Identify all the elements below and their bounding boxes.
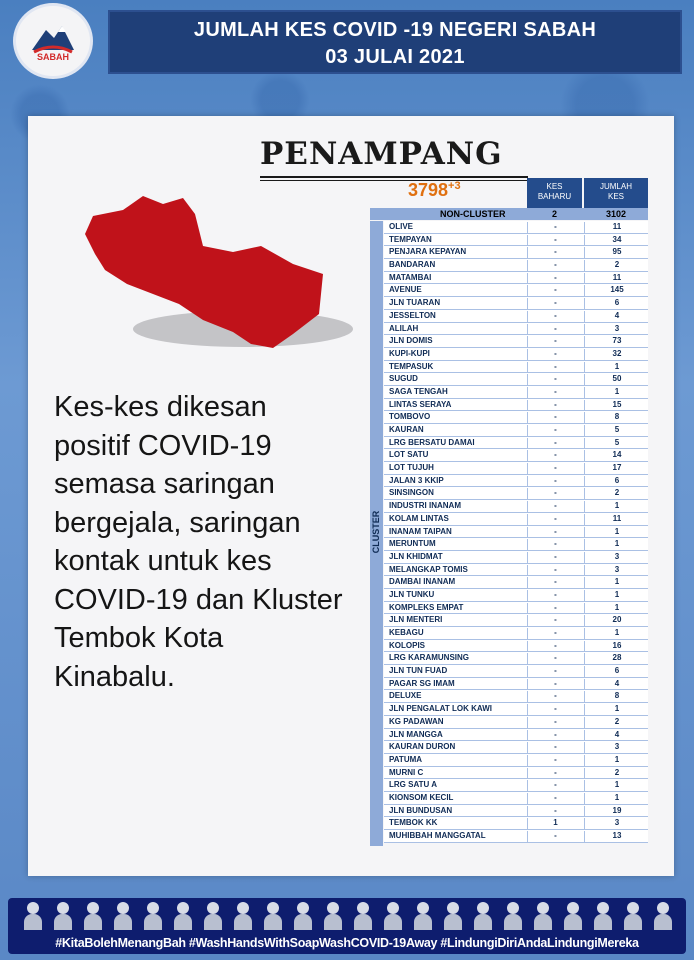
frontliner-icon [143,900,163,930]
table-row [384,741,648,754]
cluster-name: KIONSOM KECIL [389,792,454,802]
cluster-total-cases: 3 [584,552,649,563]
cluster-name: PAGAR SG IMAM [389,678,455,688]
cluster-total-cases: 1 [584,362,649,373]
cluster-new-cases: - [527,539,583,550]
cluster-name: LOT TUJUH [389,463,434,473]
frontliner-icon [413,900,433,930]
content-panel [28,116,674,876]
col-header-new [527,178,582,208]
cluster-total-cases: 4 [584,679,649,690]
cluster-total-cases: 1 [584,590,649,601]
cluster-name: MATAMBAI [389,272,432,282]
table-row [384,729,648,742]
table-row [384,564,648,577]
cluster-new-cases: - [527,400,583,411]
cluster-new-cases: - [527,527,583,538]
title-line-1: JUMLAH KES COVID -19 NEGERI SABAH [193,19,597,41]
col-header-total [584,178,648,208]
cluster-new-cases: - [527,362,583,373]
cluster-new-cases: - [527,247,583,258]
cluster-name: KAURAN [389,425,424,434]
table-row [384,614,648,627]
table-row [384,678,648,691]
cluster-name: JLN DOMIS [389,336,433,346]
table-row [384,487,648,500]
cluster-total-cases: 19 [584,806,649,817]
cluster-new-cases: - [527,831,583,842]
non-cluster-label: NON-CLUSTER [440,209,506,219]
table-row [384,513,648,526]
table-row [384,627,648,640]
table-row [384,234,648,247]
table-row [384,348,648,361]
cluster-name: KEBAGU [389,628,424,637]
frontliner-icon [263,900,283,930]
cluster-name: MELANGKAP TOMIS [389,564,468,574]
total-value: 3798 [408,180,449,200]
cluster-new-cases: - [527,311,583,322]
cluster-total-cases: 15 [584,400,649,411]
sabah-logo [16,6,90,76]
cluster-name: ALILAH [389,323,419,333]
table-row [384,703,648,716]
cluster-new-cases: - [527,666,583,677]
non-cluster-new: 2 [551,209,557,219]
frontliner-icon [83,900,103,930]
cluster-new-cases: - [527,260,583,271]
footer-banner [8,898,686,954]
table-row [384,259,648,272]
table-row [384,246,648,259]
cluster-new-cases: - [527,590,583,601]
title-date: 03 JULAI 2021 [325,46,465,68]
divider [260,180,528,181]
cluster-name: INANAM TAIPAN [389,526,452,536]
cluster-name: JALAN 3 KKIP [389,475,444,485]
cluster-total-cases: 1 [584,577,649,588]
cluster-name: KAURAN DURON [389,742,456,752]
non-cluster-total: 3102 [605,209,627,219]
cluster-total-cases: 20 [584,615,649,626]
table-row [384,665,648,678]
frontliner-icon [53,900,73,930]
table-row [384,284,648,297]
mountain-icon [28,20,78,54]
cluster-name: JLN KHIDMAT [389,551,443,561]
frontliner-icon [173,900,193,930]
cluster-total-cases: 2 [584,717,649,728]
frontliner-icon [653,900,673,930]
cluster-total-cases: 6 [584,476,649,487]
table-row [384,779,648,792]
cluster-new-cases: - [527,324,583,335]
cluster-name: SAGA TENGAH [389,386,448,396]
frontliner-icon [353,900,373,930]
table-row [384,221,648,234]
table-row [384,602,648,615]
cluster-name: JLN MANGGA [389,729,443,739]
district-map [83,194,363,374]
table-row [384,576,648,589]
cluster-new-cases: - [527,768,583,779]
cluster-new-cases: - [527,349,583,360]
cluster-name: KOLAM LINTAS [389,513,449,523]
cluster-new-cases: - [527,780,583,791]
cluster-new-cases: 1 [527,818,583,829]
cluster-total-cases: 1 [584,755,649,766]
cluster-name: BANDARAN [389,260,436,270]
col-header-total-line2: KES [607,192,624,201]
cluster-new-cases: - [527,679,583,690]
cluster-new-cases: - [527,336,583,347]
table-row [384,361,648,374]
cluster-new-cases: - [527,806,583,817]
cluster-total-cases: 34 [584,235,649,246]
cluster-name: KUPI-KUPI [389,348,430,358]
table-row [384,437,648,450]
frontliner-icon [323,900,343,930]
total-new: +3 [448,180,461,192]
table-row [384,551,648,564]
frontliner-icon [443,900,463,930]
cluster-total-cases: 1 [584,501,649,512]
cluster-name: MUHIBBAH MANGGATAL [389,831,486,840]
frontliner-icon [623,900,643,930]
cluster-name: JLN PENGALAT LOK KAWI [389,704,492,714]
cluster-new-cases: - [527,742,583,753]
cluster-total-cases: 1 [584,527,649,538]
cluster-new-cases: - [527,793,583,804]
cluster-name: DAMBAI INANAM [389,577,456,587]
cluster-new-cases: - [527,374,583,385]
cluster-total-cases: 5 [584,425,649,436]
table-row [384,424,648,437]
cluster-name: JLN BUNDUSAN [389,805,453,815]
cluster-name: INDUSTRI INANAM [389,501,461,511]
cluster-new-cases: - [527,552,583,563]
cluster-total-cases: 8 [584,691,649,702]
table-row [384,335,648,348]
cluster-new-cases: - [527,450,583,461]
cluster-total-cases: 2 [584,260,649,271]
cluster-new-cases: - [527,577,583,588]
table-row [384,323,648,336]
footer-hashtags: #KitaBolehMenangBah #WashHandsWithSoapWashCOVID-19Away #LindungiDiriAndaLindungiMereka [55,936,639,950]
cluster-total-cases: 6 [584,666,649,677]
table-row [384,449,648,462]
table-row [384,411,648,424]
cluster-new-cases: - [527,704,583,715]
cluster-name: TOMBOVO [389,412,431,422]
cluster-new-cases: - [527,235,583,246]
cluster-new-cases: - [527,501,583,512]
cluster-name: TEMBOK KK [389,818,438,828]
district-name: PENAMPANG [260,136,503,172]
cluster-new-cases: - [527,628,583,639]
table-row [384,754,648,767]
cluster-total-cases: 8 [584,412,649,423]
cluster-new-cases: - [527,730,583,741]
frontliner-icon [383,900,403,930]
table-row [384,792,648,805]
frontliner-icon [533,900,553,930]
table-row [384,652,648,665]
cluster-total-cases: 5 [584,438,649,449]
cluster-new-cases: - [527,488,583,499]
total-cases [408,180,461,201]
cluster-name: KOMPLEKS EMPAT [389,602,464,612]
table-row [384,716,648,729]
cluster-name: MERUNTUM [389,539,436,549]
cluster-name: LOT SATU [389,450,429,460]
cluster-name: LRG BERSATU DAMAI [389,437,475,447]
cluster-name: JLN TUNKU [389,589,435,599]
cluster-total-cases: 28 [584,653,649,664]
cluster-total-cases: 1 [584,387,649,398]
frontliner-icon [503,900,523,930]
frontliner-icon [473,900,493,930]
cluster-total-cases: 2 [584,768,649,779]
col-header-new-line1: KES [546,182,563,191]
cluster-new-cases: - [527,285,583,296]
table-row [384,475,648,488]
frontliner-icon [563,900,583,930]
cluster-total-cases: 3 [584,565,649,576]
frontliner-icon [23,900,43,930]
cluster-total-cases: 32 [584,349,649,360]
cluster-total-cases: 11 [584,514,649,525]
cluster-name: SINSINGON [389,488,434,498]
cluster-name: JLN TUN FUAD [389,666,448,676]
cluster-total-cases: 73 [584,336,649,347]
cluster-name: TEMPAYAN [389,234,432,244]
cluster-total-cases: 1 [584,704,649,715]
cluster-new-cases: - [527,514,583,525]
cluster-total-cases: 14 [584,450,649,461]
cluster-side-label [370,221,383,846]
cluster-new-cases: - [527,425,583,436]
frontliner-icon [113,900,133,930]
cluster-new-cases: - [527,615,583,626]
frontliner-icon [203,900,223,930]
frontliner-icon [593,900,613,930]
page-title [108,10,682,74]
cluster-name: LINTAS SERAYA [389,399,452,409]
cluster-name: LRG KARAMUNSING [389,653,469,663]
col-header-new-line2: BAHARU [537,192,572,201]
cluster-total-cases: 4 [584,311,649,322]
cluster-table [384,221,648,843]
cluster-name: PATUMA [389,754,423,764]
cluster-new-cases: - [527,603,583,614]
frontliner-icon [293,900,313,930]
table-row [384,767,648,780]
cluster-total-cases: 50 [584,374,649,385]
cluster-name: TEMPASUK [389,361,434,371]
cluster-label-text: CLUSTER [371,510,381,554]
cluster-total-cases: 3 [584,742,649,753]
table-row [384,500,648,513]
table-row [384,690,648,703]
table-row [384,386,648,399]
cluster-total-cases: 1 [584,603,649,614]
cluster-name: JLN MENTERI [389,615,443,625]
cluster-new-cases: - [527,387,583,398]
cluster-total-cases: 1 [584,628,649,639]
cluster-new-cases: - [527,476,583,487]
table-row [384,399,648,412]
cluster-new-cases: - [527,463,583,474]
cluster-total-cases: 17 [584,463,649,474]
cluster-total-cases: 145 [584,285,649,296]
cluster-name: DELUXE [389,691,422,701]
table-row [384,272,648,285]
cluster-new-cases: - [527,565,583,576]
table-row [384,526,648,539]
table-row [384,830,648,843]
cluster-total-cases: 6 [584,298,649,309]
description-text: Kes-kes dikesan positif COVID-19 semasa saringan bergejala, saringan kontak untuk kes COVID-19 dan Kluster Tembok Kota Kinabalu. [54,391,343,693]
table-row [384,640,648,653]
non-cluster-row [370,208,648,220]
table-row [384,462,648,475]
cluster-name: JESSELTON [389,310,436,320]
cluster-name: LRG SATU A [389,780,437,790]
cluster-total-cases: 11 [584,222,649,233]
cluster-new-cases: - [527,298,583,309]
logo-text: SABAH [36,52,69,62]
cluster-new-cases: - [527,412,583,423]
cluster-total-cases: 1 [584,539,649,550]
cluster-new-cases: - [527,691,583,702]
cluster-total-cases: 4 [584,730,649,741]
table-row [384,297,648,310]
col-header-total-line1: JUMLAH [599,182,632,191]
cluster-new-cases: - [527,222,583,233]
cluster-name: KG PADAWAN [389,716,444,726]
cluster-total-cases: 3 [584,818,649,829]
cluster-total-cases: 95 [584,247,649,258]
cluster-name: AVENUE [389,285,422,295]
cluster-name: OLIVE [389,222,414,231]
cluster-name: KOLOPIS [389,640,426,650]
table-row [384,805,648,818]
cluster-new-cases: - [527,755,583,766]
table-row [384,817,648,830]
table-row [384,310,648,323]
cluster-total-cases: 1 [584,780,649,791]
cluster-total-cases: 11 [584,273,649,284]
cluster-total-cases: 2 [584,488,649,499]
table-row [384,589,648,602]
frontliner-illustrations [18,900,678,932]
cluster-new-cases: - [527,273,583,284]
cluster-total-cases: 1 [584,793,649,804]
cluster-name: PENJARA KEPAYAN [389,247,467,257]
cluster-new-cases: - [527,717,583,728]
table-row [384,373,648,386]
frontliner-icon [233,900,253,930]
cluster-new-cases: - [527,438,583,449]
cluster-name: JLN TUARAN [389,298,441,308]
cluster-new-cases: - [527,641,583,652]
cluster-new-cases: - [527,653,583,664]
cluster-total-cases: 3 [584,324,649,335]
cluster-total-cases: 16 [584,641,649,652]
divider [260,176,528,178]
cluster-name: MURNI C [389,767,424,777]
cluster-total-cases: 13 [584,831,649,842]
table-row [384,538,648,551]
cluster-name: SUGUD [389,374,418,384]
